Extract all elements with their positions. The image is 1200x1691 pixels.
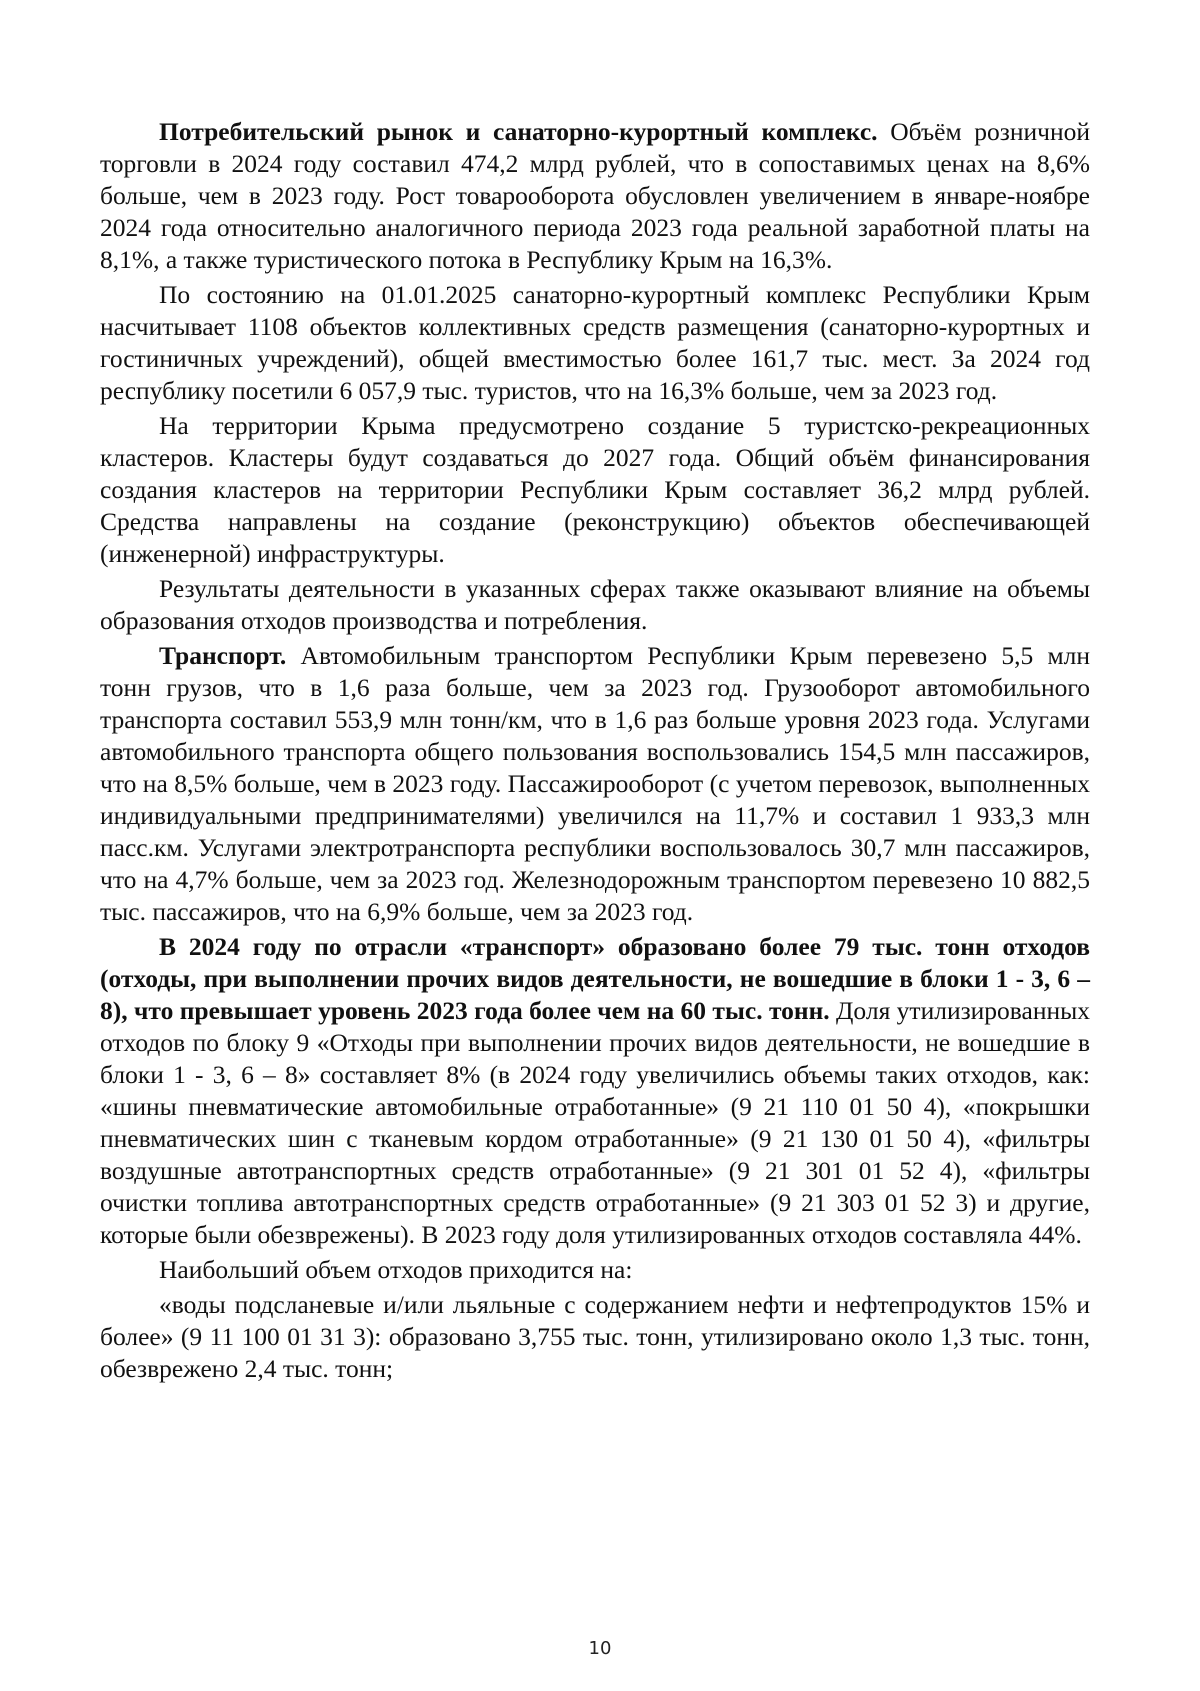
paragraph-tourist-clusters xyxy=(100,410,1090,570)
document-body xyxy=(100,116,1090,1385)
paragraph-transport xyxy=(100,640,1090,928)
highlight-transport-waste: В 2024 году по отрасли «транспорт» образовано более 79 тыс. тонн отходов (отходы, при выполнении прочих видов деятельности, не вошедшие в блоки 1 - 3, 6 – 8), что превышает уровень 2023 года более чем на 60 тыс. тонн. xyxy=(100,932,1090,1025)
paragraph-sanatorium-complex xyxy=(100,279,1090,407)
heading-consumer-market: Потребительский рынок и санаторно-курортный комплекс. xyxy=(159,117,878,146)
heading-transport: Транспорт. xyxy=(159,641,287,670)
paragraph-results-influence xyxy=(100,573,1090,637)
paragraph-bilge-water xyxy=(100,1289,1090,1385)
paragraph-text: Автомобильным транспортом Республики Крым перевезено 5,5 млн тонн грузов, что в 1,6 раза больше, чем за 2023 год. Грузооборот автомобильного транспорта составил 553,9 млн тонн/км, что в 1,6 раз больше уровня 2023 года. Услугами автомобильного транспорта общего пользования воспользовались 154,5 млн пассажиров, что на 8,5% больше, чем в 2023 году. Пассажирооборот (с учетом перевозок, выполненных индивидуальными предпринимателями) увеличился на 11,7% и составил 1 933,3 млн пасс.км. Услугами электротранспорта республики воспользовалось 30,7 млн пассажиров, что на 4,7% больше, чем за 2023 год. Железнодорожным транспортом перевезено 10 882,5 тыс. пассажиров, что на 6,9% больше, чем за 2023 год. xyxy=(100,641,1090,926)
page-number: 10 xyxy=(588,1638,612,1659)
paragraph-transport-waste xyxy=(100,931,1090,1251)
paragraph-largest-volume xyxy=(100,1254,1090,1286)
paragraph-text: Результаты деятельности в указанных сферах также оказывают влияние на объемы образования отходов производства и потребления. xyxy=(100,574,1090,635)
paragraph-text: Объём розничной торговли в 2024 году составил 474,2 млрд рублей, что в сопоставимых ценах на 8,6% больше, чем в 2023 году. Рост товарооборота обусловлен увеличением в январе-ноябре 2024 года относительно аналогичного периода 2023 года реальной заработной платы на 8,1%, а также туристического потока в Республику Крым на 16,3%. xyxy=(100,117,1090,274)
paragraph-text: «воды подсланевые и/или льяльные с содержанием нефти и нефтепродуктов 15% и более» (9 11 100 01 31 3): образовано 3,755 тыс. тонн, утилизировано около 1,3 тыс. тонн, обезврежено 2,4 тыс. тонн; xyxy=(100,1290,1090,1383)
paragraph-consumer-market xyxy=(100,116,1090,276)
paragraph-text: На территории Крыма предусмотрено создание 5 туристско-рекреационных кластеров. Кластеры будут создаваться до 2027 года. Общий объём финансирования создания кластеров на территории Республики Крым составляет 36,2 млрд рублей. Средства направлены на создание (реконструкцию) объектов обеспечивающей (инженерной) инфраструктуры. xyxy=(100,411,1090,568)
paragraph-text: По состоянию на 01.01.2025 санаторно-курортный комплекс Республики Крым насчитывает 1108 объектов коллективных средств размещения (санаторно-курортных и гостиничных учреждений), общей вместимостью более 161,7 тыс. мест. За 2024 год республику посетили 6 057,9 тыс. туристов, что на 16,3% больше, чем за 2023 год. xyxy=(100,280,1090,405)
paragraph-text: Доля утилизированных отходов по блоку 9 «Отходы при выполнении прочих видов деятельности, не вошедшие в блоки 1 - 3, 6 – 8» составляет 8% (в 2024 году увеличились объемы таких отходов, как: «шины пневматические автомобильные отработанные» (9 21 110 01 50 4), «покрышки пневматических шин с тканевым кордом отработанные» (9 21 130 01 50 4), «фильтры воздушные автотранспортных средств отработанные» (9 21 301 01 52 4), «фильтры очистки топлива автотранспортных средств отработанные» (9 21 303 01 52 3) и другие, которые были обезврежены). В 2023 году доля утилизированных отходов составляла 44%. xyxy=(100,996,1091,1249)
paragraph-text: Наибольший объем отходов приходится на: xyxy=(159,1255,633,1284)
